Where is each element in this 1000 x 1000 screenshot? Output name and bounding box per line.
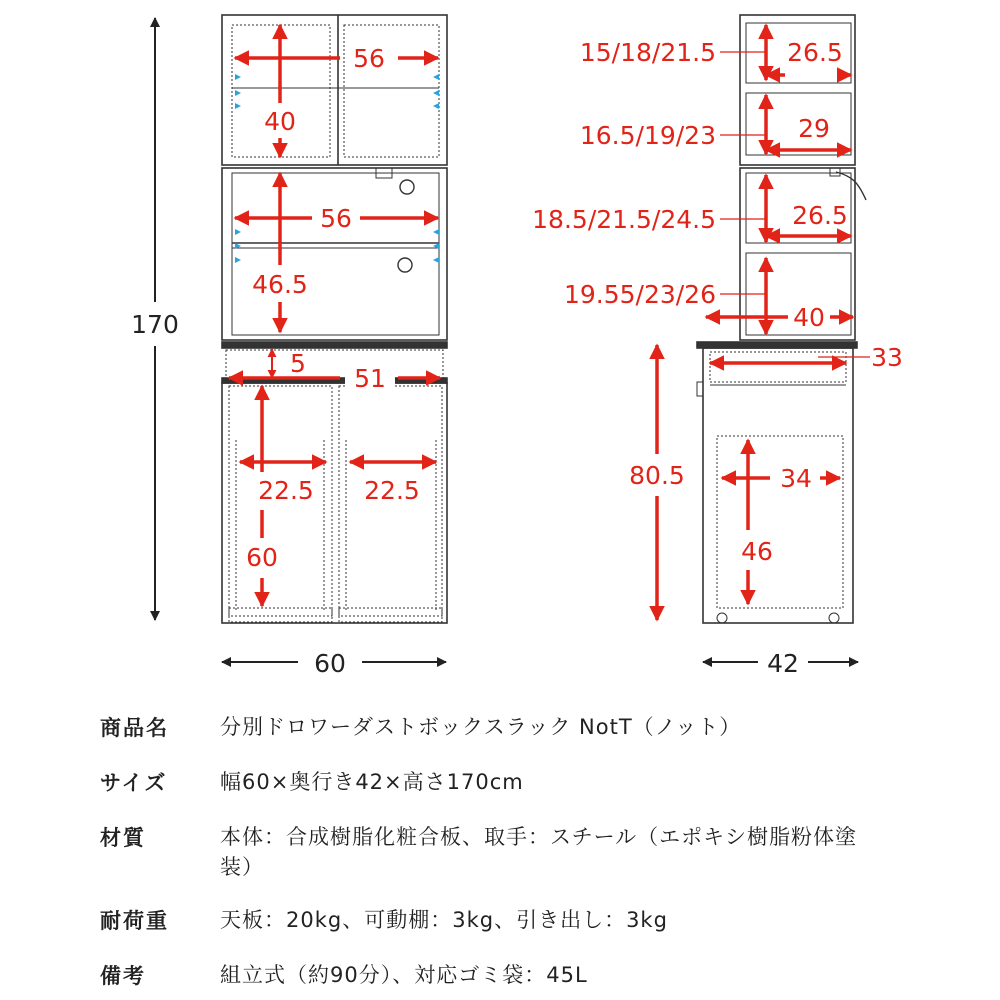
side-shelf4-heights-label: 19.55/23/26 [563,280,716,309]
side-shelf4-depth-label: 40 [793,303,825,332]
side-shelf1-depth-label: 26.5 [787,38,843,67]
side-shelf3-depth-label: 26.5 [792,201,848,230]
side-shelf2-depth-label: 29 [798,114,830,143]
front-middle-width-label: 56 [320,204,352,233]
front-drawer-width-label: 51 [354,364,386,393]
side-lower-height-label: 80.5 [629,461,685,490]
front-total-height-label: 170 [131,310,179,339]
front-drawer-height-label: 5 [290,349,306,378]
side-dimension-arrows [657,25,870,620]
front-bin-left-width-label: 22.5 [258,476,314,505]
front-upper-width-label: 56 [353,44,385,73]
spec-value: 本体：合成樹脂化粧合板、取手：スチール（エポキシ樹脂粉体塗装） [220,825,857,879]
side-total-depth-label: 42 [767,649,799,678]
front-upper-height-label: 40 [264,107,296,136]
spec-label: 材質 [100,826,146,850]
side-shelf1-heights-label: 15/18/21.5 [579,38,716,67]
spec-label: 商品名 [100,716,169,740]
spec-label: 耐荷重 [100,909,169,933]
front-total-width-label: 60 [314,649,346,678]
spec-value: 分別ドロワーダストボックスラック NotT（ノット） [220,715,742,739]
spec-label: 備考 [100,964,146,988]
front-bin-height-label: 60 [246,543,278,572]
side-shelf2-heights-label: 16.5/19/23 [579,121,716,150]
spec-value: 組立式（約90分）、対応ゴミ袋：45L [220,963,588,987]
side-bin-height-label: 46 [741,537,773,566]
side-top-depth-label: 33 [871,343,903,372]
spec-label: サイズ [100,771,168,795]
front-view [222,15,447,623]
front-middle-height-label: 46.5 [252,270,308,299]
side-view [697,15,866,623]
side-bin-depth-label: 34 [780,464,812,493]
dimension-labels [131,38,903,678]
front-bin-right-width-label: 22.5 [364,476,420,505]
spec-value: 幅60×奥行き42×高さ170cm [220,770,524,794]
side-shelf3-heights-label: 18.5/21.5/24.5 [532,205,716,234]
spec-value: 天板：20kg、可動棚：3kg、引き出し：3kg [220,908,668,932]
